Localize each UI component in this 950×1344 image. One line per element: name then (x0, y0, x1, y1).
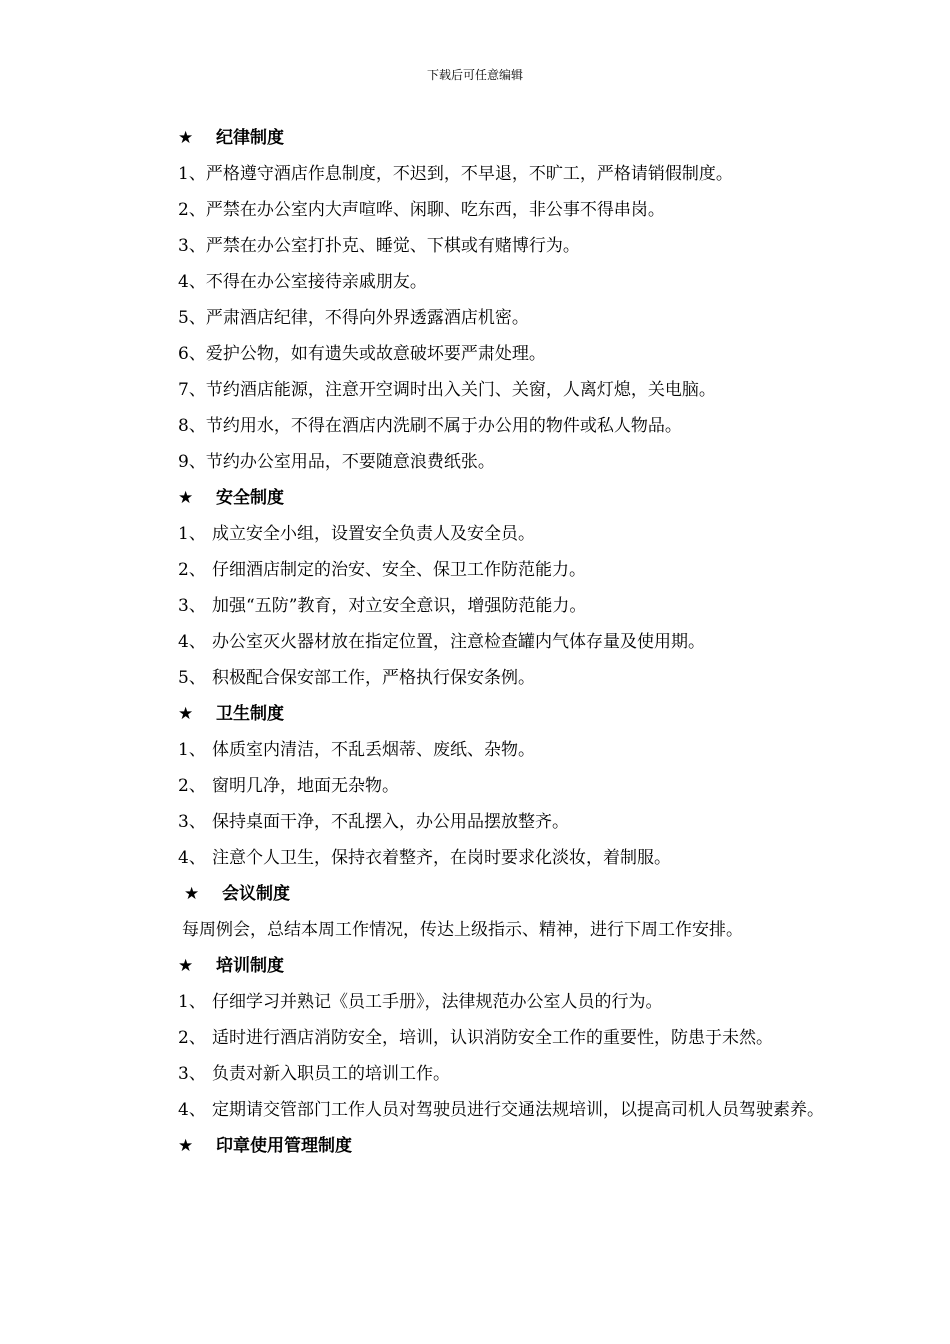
list-item (178, 804, 834, 840)
star-icon: ★ (178, 956, 194, 976)
item-number: 4、 (178, 1100, 206, 1120)
list-item: 7、节约酒店能源，注意开空调时出入关门、关窗，人离灯熄，关电脑。 (178, 380, 716, 400)
item-text: 成立安全小组，设置安全负责人及安全员。 (212, 524, 535, 544)
item-number: 5、 (178, 668, 206, 688)
list-item: 8、节约用水，不得在酒店内洗刷不属于办公用的物件或私人物品。 (178, 416, 682, 436)
list-item: 3、严禁在办公室打扑克、睡觉、下棋或有赌博行为。 (178, 236, 580, 256)
item-text: 负责对新入职员工的培训工作。 (212, 1064, 450, 1084)
list-item (178, 840, 834, 876)
list-item: 1、严格遵守酒店作息制度，不迟到，不早退，不旷工，严格请销假制度。 (178, 164, 733, 184)
section-title: 会议制度 (222, 884, 290, 904)
list-item: 9、节约办公室用品，不要随意浪费纸张。 (178, 452, 495, 472)
item-number: 1、 (178, 992, 206, 1012)
list-item (178, 732, 834, 768)
item-number: 1、 (178, 740, 206, 760)
document-body (178, 120, 824, 1164)
item-text: 注意个人卫生，保持衣着整齐，在岗时要求化淡妆，着制服。 (212, 848, 671, 868)
list-item (178, 624, 834, 660)
section-title: 培训制度 (216, 956, 284, 976)
item-text: 加强“五防”教育，对立安全意识，增强防范能力。 (212, 596, 587, 616)
list-item (178, 660, 834, 696)
page-header: 下载后可任意编辑 (426, 68, 523, 82)
item-text: 仔细酒店制定的治安、安全、保卫工作防范能力。 (212, 560, 586, 580)
list-item: 4、不得在办公室接待亲戚朋友。 (178, 272, 427, 292)
star-icon: ★ (178, 704, 194, 724)
section-title: 卫生制度 (216, 704, 284, 724)
item-text: 适时进行酒店消防安全，培训，认识消防安全工作的重要性，防患于未然。 (212, 1028, 773, 1048)
star-icon: ★ (184, 884, 200, 904)
item-number: 3、 (178, 596, 206, 616)
section-heading-discipline (178, 120, 818, 156)
section-heading-training (178, 948, 818, 984)
section-heading-seal (178, 1128, 818, 1164)
list-item (178, 1056, 834, 1092)
list-item (178, 588, 834, 624)
section-heading-safety (178, 480, 818, 516)
item-number: 3、 (178, 812, 206, 832)
item-text: 体质室内清洁，不乱丢烟蒂、废纸、杂物。 (212, 740, 535, 760)
item-number: 1、 (178, 524, 206, 544)
section-title: 纪律制度 (216, 128, 284, 148)
item-number: 2、 (178, 560, 206, 580)
list-item (178, 1020, 834, 1056)
list-item (178, 768, 834, 804)
item-number: 4、 (178, 848, 206, 868)
section-title: 印章使用管理制度 (216, 1136, 352, 1156)
section-title: 安全制度 (216, 488, 284, 508)
item-text: 办公室灭火器材放在指定位置，注意检查罐内气体存量及使用期。 (212, 632, 705, 652)
star-icon: ★ (178, 128, 194, 148)
star-icon: ★ (178, 488, 194, 508)
item-number: 3、 (178, 1064, 206, 1084)
item-number: 4、 (178, 632, 206, 652)
list-item: 5、严肃酒店纪律，不得向外界透露酒店机密。 (178, 308, 529, 328)
list-item (178, 1092, 834, 1128)
section-heading-hygiene (178, 696, 818, 732)
item-text: 仔细学习并熟记《员工手册》，法律规范办公室人员的行为。 (212, 992, 663, 1012)
item-text: 窗明几净，地面无杂物。 (212, 776, 399, 796)
item-number: 2、 (178, 776, 206, 796)
meeting-paragraph: 每周例会，总结本周工作情况，传达上级指示、精神，进行下周工作安排。 (182, 920, 743, 940)
star-icon: ★ (178, 1136, 194, 1156)
item-text: 积极配合保安部工作，严格执行保安条例。 (212, 668, 535, 688)
list-item (178, 516, 834, 552)
section-heading-meeting (178, 876, 818, 912)
item-text: 保持桌面干净，不乱摆入，办公用品摆放整齐。 (212, 812, 569, 832)
list-item (178, 984, 834, 1020)
item-text: 定期请交管部门工作人员对驾驶员进行交通法规培训，以提高司机人员驾驶素养。 (212, 1100, 824, 1120)
list-item: 2、严禁在办公室内大声喧哗、闲聊、吃东西，非公事不得串岗。 (178, 200, 665, 220)
list-item: 6、爱护公物，如有遗失或故意破坏要严肃处理。 (178, 344, 546, 364)
item-number: 2、 (178, 1028, 206, 1048)
list-item (178, 552, 834, 588)
